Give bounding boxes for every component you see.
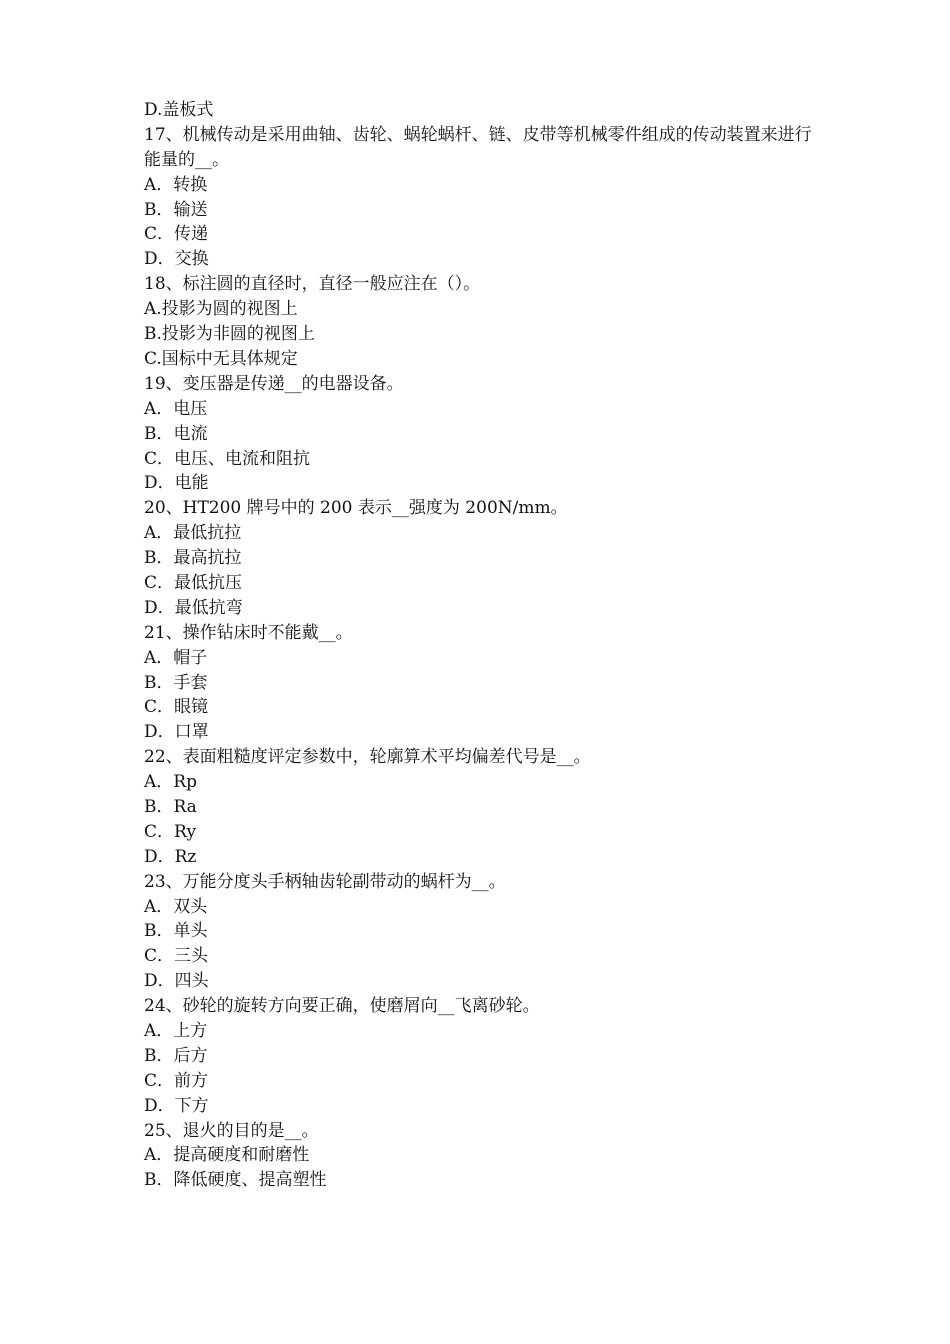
option-line: C．Ry bbox=[144, 821, 197, 842]
option-line: A．电压 bbox=[144, 398, 208, 419]
question-line: 22、表面粗糙度评定参数中，轮廓算术平均偏差代号是__。 bbox=[144, 747, 591, 768]
option-line: B．输送 bbox=[144, 199, 208, 220]
question-line: 21、操作钻床时不能戴__。 bbox=[144, 622, 353, 643]
option-line: B．最高抗拉 bbox=[144, 548, 242, 569]
option-line: B．Ra bbox=[144, 796, 197, 817]
option-line: C．三头 bbox=[144, 946, 209, 967]
question-line: 17、机械传动是采用曲轴、齿轮、蜗轮蜗杆、链、皮带等机械零件组成的传动装置来进行能量的__。 bbox=[144, 124, 812, 170]
option-line: D.盖板式 bbox=[144, 100, 214, 120]
option-line: B．电流 bbox=[144, 423, 208, 444]
option-line: B．降低硬度、提高塑性 bbox=[144, 1170, 327, 1191]
option-line: C.国标中无具体规定 bbox=[144, 348, 298, 369]
option-line: A.投影为圆的视图上 bbox=[144, 299, 298, 320]
question-line: 20、HT200 牌号中的 200 表示__强度为 200N/mm。 bbox=[144, 498, 568, 519]
option-line: D．下方 bbox=[144, 1095, 209, 1116]
question-line: 18、标注圆的直径时，直径一般应注在（）。 bbox=[144, 274, 481, 295]
question-line: 25、退火的目的是__。 bbox=[144, 1120, 319, 1141]
document-body bbox=[144, 98, 824, 1193]
option-line: C．传递 bbox=[144, 224, 209, 245]
option-line: A．最低抗拉 bbox=[144, 523, 242, 544]
option-line: A．转换 bbox=[144, 174, 208, 195]
option-line: A．提高硬度和耐磨性 bbox=[144, 1145, 310, 1166]
option-line: A．上方 bbox=[144, 1020, 208, 1041]
option-line: A．帽子 bbox=[144, 647, 208, 668]
option-line: B．手套 bbox=[144, 672, 208, 693]
option-line: B．后方 bbox=[144, 1045, 208, 1066]
option-line: A．Rp bbox=[144, 772, 197, 793]
option-line: C．眼镜 bbox=[144, 697, 209, 718]
question-line: 24、砂轮的旋转方向要正确，使磨屑向__飞离砂轮。 bbox=[144, 996, 540, 1017]
option-line: C．最低抗压 bbox=[144, 572, 243, 593]
option-line: A．双头 bbox=[144, 896, 208, 917]
option-line: B.投影为非圆的视图上 bbox=[144, 324, 315, 345]
option-line: D．口罩 bbox=[144, 722, 209, 743]
question-line: 23、万能分度头手柄轴齿轮副带动的蜗杆为__。 bbox=[144, 871, 506, 892]
option-line: C．电压、电流和阻抗 bbox=[144, 448, 311, 469]
question-line: 19、变压器是传递__的电器设备。 bbox=[144, 373, 404, 394]
option-line: D．最低抗弯 bbox=[144, 597, 243, 618]
option-line: D．交换 bbox=[144, 249, 209, 270]
option-line: C．前方 bbox=[144, 1070, 209, 1091]
option-line: D．四头 bbox=[144, 971, 209, 992]
option-line: D．Rz bbox=[144, 846, 197, 867]
option-line: D．电能 bbox=[144, 473, 209, 494]
option-line: B．单头 bbox=[144, 921, 208, 942]
